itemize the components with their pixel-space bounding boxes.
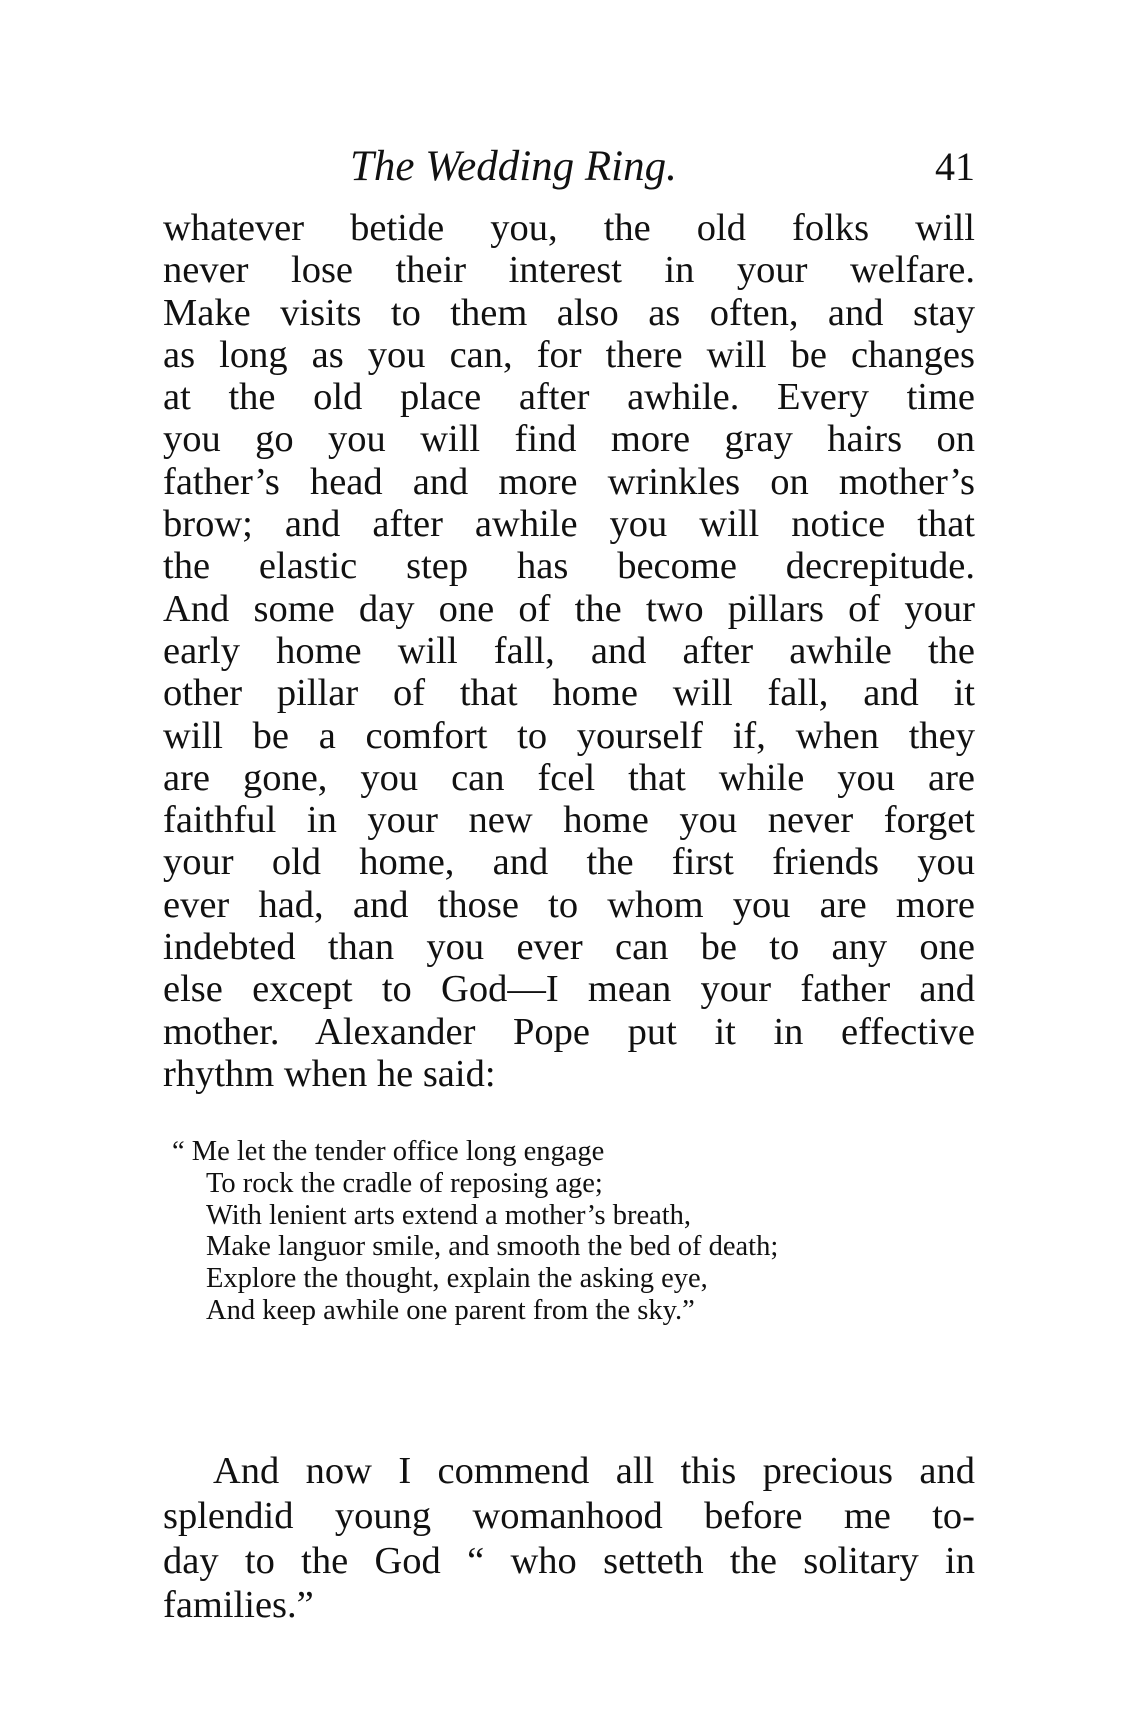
verse-line: Explore the thought, explain the asking eye, — [206, 1263, 708, 1295]
text-line: the elastic step has become decrepitude. — [163, 545, 975, 588]
running-head — [160, 142, 975, 192]
text-line: you go you will find more gray hairs on — [163, 418, 975, 461]
text-line: day to the God “ who setteth the solitary in — [163, 1539, 975, 1582]
verse-line: With lenient arts extend a mother’s breath, — [206, 1199, 692, 1231]
text-line: mother. Alexander Pope put it in effective — [163, 1010, 975, 1053]
running-title: The Wedding Ring. — [350, 143, 677, 190]
text-line: families.” — [163, 1584, 314, 1627]
body-paragraph — [163, 207, 975, 1095]
text-line: splendid young womanhood before me to- — [163, 1494, 975, 1537]
text-line: And some day one of the two pillars of your — [163, 587, 975, 630]
text-line: will be a comfort to yourself if, when they — [163, 714, 975, 757]
text-line: rhythm when he said: — [163, 1052, 496, 1095]
text-line: else except to God—I mean your father and — [163, 968, 975, 1011]
text-line: And now I commend all this precious and — [213, 1450, 975, 1492]
text-line: brow; and after awhile you will notice that — [163, 503, 975, 546]
text-line: father’s head and more wrinkles on mother’s — [163, 460, 975, 503]
text-line: whatever betide you, the old folks will — [163, 207, 975, 249]
closing-paragraph — [163, 1449, 975, 1628]
verse-line: And keep awhile one parent from the sky.” — [206, 1294, 695, 1326]
text-line: early home will fall, and after awhile the — [163, 629, 975, 672]
text-line: other pillar of that home will fall, and it — [163, 672, 975, 715]
page-number: 41 — [935, 144, 975, 189]
text-line: at the old place after awhile. Every time — [163, 376, 975, 419]
text-line: never lose their interest in your welfare. — [163, 249, 975, 292]
text-line: faithful in your new home you never forget — [163, 799, 975, 842]
text-line: indebted than you ever can be to any one — [163, 926, 975, 969]
verse-line: Make languor smile, and smooth the bed of death; — [206, 1231, 779, 1263]
text-line: your old home, and the first friends you — [163, 841, 975, 884]
verse-line: “ Me let the tender office long engage — [172, 1136, 605, 1167]
text-line: ever had, and those to whom you are more — [163, 883, 975, 926]
text-line: as long as you can, for there will be changes — [163, 333, 975, 376]
verse-quotation — [172, 1136, 992, 1327]
verse-line: To rock the cradle of reposing age; — [206, 1167, 603, 1199]
text-line: are gone, you can fcel that while you are — [163, 756, 975, 799]
text-line: Make visits to them also as often, and stay — [163, 291, 975, 334]
